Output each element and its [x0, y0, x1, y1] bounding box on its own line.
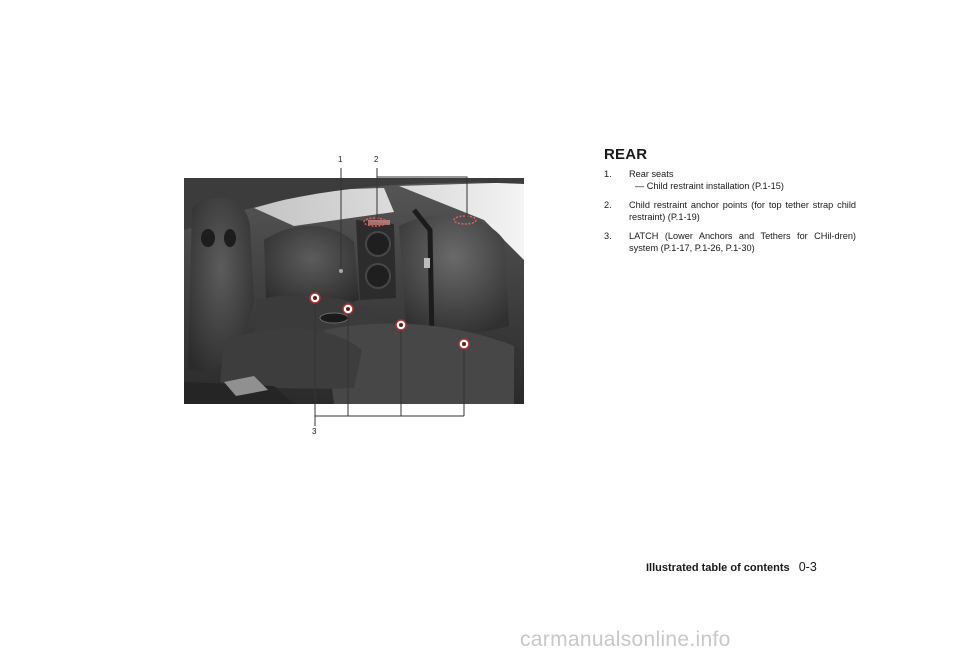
item-text: Rear seats	[629, 169, 674, 179]
item-text: Child restraint anchor points (for top tether strap child restraint) (P.1-19)	[629, 199, 856, 223]
rear-seat-photo	[184, 150, 526, 440]
callout-2: 2	[374, 155, 379, 164]
rear-section	[604, 146, 856, 260]
list-item	[604, 230, 856, 255]
section-heading: REAR	[604, 146, 648, 163]
item-number: 1.	[604, 169, 612, 179]
item-text: LATCH (Lower Anchors and Tethers for CHil-dren) system (P.1-17, P.1-26, P.1-30)	[629, 230, 856, 254]
item-list	[604, 168, 856, 254]
item-subtext: — Child restraint installation (P.1-15)	[635, 181, 784, 192]
callout-3: 3	[312, 427, 317, 436]
list-item	[604, 199, 856, 224]
page-footer	[646, 560, 817, 574]
item-number: 3.	[604, 230, 612, 241]
callout-1: 1	[338, 155, 343, 164]
watermark: carmanualsonline.info	[520, 628, 731, 651]
item-number: 2.	[604, 199, 612, 210]
list-item	[604, 168, 856, 193]
page-number: 0-3	[798, 560, 817, 574]
footer-title: Illustrated table of contents	[646, 562, 790, 574]
rear-seat-illustration	[184, 150, 526, 440]
